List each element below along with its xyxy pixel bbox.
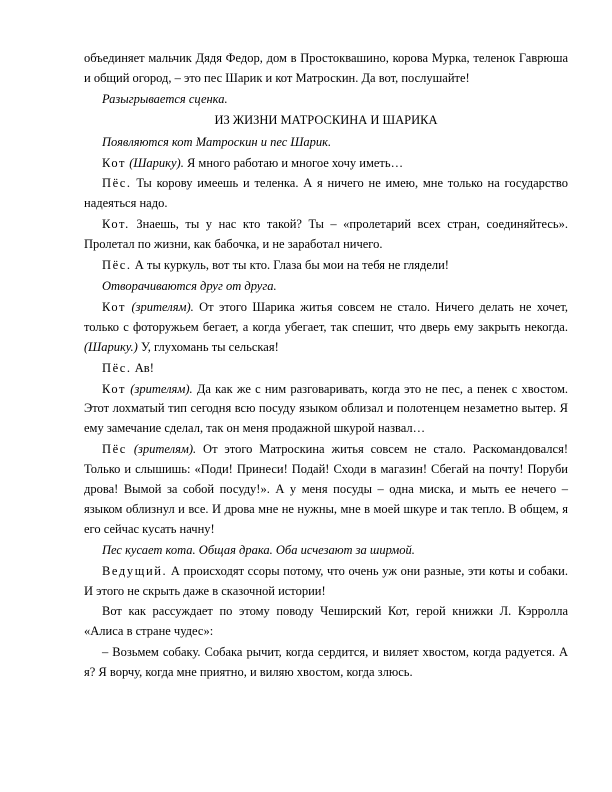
dialogue-text: А происходят ссоры потому, что очень уж они разные, эти коты и собаки. И этого не скрыть даже в сказочной истории! (84, 563, 568, 598)
stage-direction (84, 277, 568, 297)
speaker-name: Кот (102, 155, 127, 170)
dialogue-line (84, 298, 568, 358)
speaker-name: Кот (102, 299, 127, 314)
speaker-name: Кот (102, 381, 127, 396)
stage-direction-text: Появляются кот Матроскин и пес Шарик. (102, 134, 332, 149)
dialogue-text: А ты куркуль, вот ты кто. Глаза бы мои на тебя не глядели! (131, 258, 449, 273)
dialogue-text: Ты корову имеешь и теленка. А я ничего не имею, мне только на государство надеяться надо. (84, 176, 568, 211)
dialogue-text: У, глухомань ты сельская! (137, 339, 279, 354)
paragraph-text: – Возьмем собаку. Собака рычит, когда сердится, и виляет хвостом, когда радуется. А я? Я ворчу, когда мне приятно, и виляю хвостом, когда злюсь. (84, 645, 568, 680)
speaker-name: Пёс. (102, 176, 132, 191)
dialogue-text: Знаешь, ты у нас кто такой? Ты – «пролетарий всех стран, соединяйтесь». Пролетал по жизни, как бабочка, и не заработал ничего. (84, 217, 568, 252)
speaker-direction: (Шарику.) (84, 339, 138, 354)
dialogue-line (84, 380, 568, 440)
speaker-direction: (зрителям). (130, 381, 193, 396)
dialogue-text: Я много работаю и многое хочу иметь… (183, 155, 404, 170)
dialogue-line (84, 359, 568, 379)
document-body (84, 49, 568, 684)
dialogue-line (84, 256, 568, 276)
scene-title-text: ИЗ ЖИЗНИ МАТРОСКИНА И ШАРИКА (214, 112, 438, 127)
paragraph-intro (84, 49, 568, 89)
stage-direction-text: Разыгрывается сценка. (102, 91, 228, 106)
dialogue-line (84, 215, 568, 255)
speaker-direction: (зрителям). (131, 299, 194, 314)
dialogue-line (84, 562, 568, 602)
paragraph-text: Вот как рассуждает по этому поводу Чеширский Кот, герой книжки Л. Кэрролла «Алиса в стране чудес»: (84, 604, 568, 639)
speaker-name: Пёс (102, 442, 127, 457)
dialogue-line (84, 154, 568, 174)
dialogue-text: Да как же с ним разговаривать, когда это не пес, а пенек с хвостом. Этот лохматый тип сегодня всю посуду языком облизал и полотенцем незаметно вытер. Я ему замечание сделал, так он меня продажной шкурой назвал… (84, 381, 568, 436)
stage-direction (84, 133, 568, 153)
paragraph (84, 643, 568, 683)
speaker-direction: (Шарику). (129, 155, 184, 170)
stage-direction (84, 90, 568, 110)
stage-direction-text: Отворачиваются друг от друга. (102, 278, 277, 293)
speaker-name: Ведущий. (102, 563, 168, 578)
stage-direction (84, 541, 568, 561)
paragraph (84, 602, 568, 642)
speaker-name: Пёс. (102, 360, 132, 375)
paragraph-text: объединяет мальчик Дядя Федор, дом в Простоквашино, корова Мурка, теленок Гаврюша и общий огород, – это пес Шарик и кот Матроскин. Да вот, послушайте! (84, 51, 568, 85)
dialogue-text: От этого Шарика житья совсем не стало. Ничего делать не хочет, только с фоторужьем бегает, а когда убегает, так спешит, что дверь ему закрыть некогда. (84, 299, 568, 334)
scene-title (84, 111, 568, 131)
speaker-name: Пёс. (102, 258, 132, 273)
dialogue-text: Ав! (131, 360, 154, 375)
speaker-direction: (зрителям). (133, 442, 197, 457)
stage-direction-text: Пес кусает кота. Общая драка. Оба исчезают за ширмой. (102, 542, 415, 557)
dialogue-line (84, 174, 568, 214)
speaker-name: Кот. (102, 217, 130, 232)
dialogue-text: От этого Матроскина житья совсем не стало. Раскомандовался! Только и слышишь: «Поди! Принеси! Подай! Сходи в магазин! Сбегай на почту! Поруби дрова! Вымой за собой посуду!». А у меня посуды – одна миска, и мыть ее нечего – языком облизнул и все. И дрова мне не нужны, мне в моей шкуре и так тепло. В общем, я его сейчас кусать начну! (84, 442, 568, 536)
dialogue-line (84, 440, 568, 540)
